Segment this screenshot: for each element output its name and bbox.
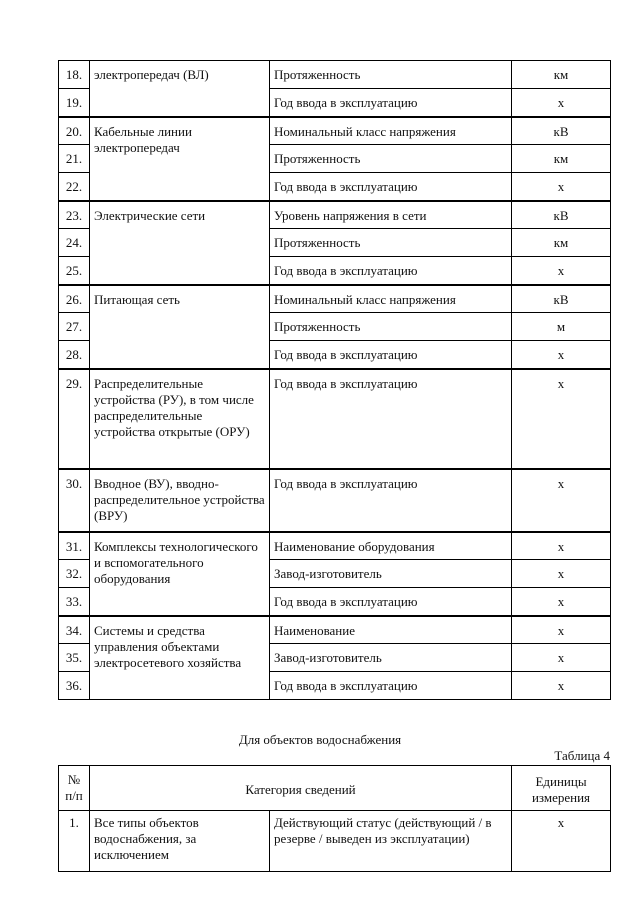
unit-cell: км — [512, 145, 611, 173]
unit-cell: х — [512, 341, 611, 369]
category-cell: Комплексы технологического и вспомогательного оборудования — [90, 532, 270, 616]
info-cell: Протяженность — [270, 61, 512, 89]
info-cell: Год ввода в эксплуатацию — [270, 672, 512, 700]
header-num: № п/п — [59, 766, 90, 811]
unit-cell: кВ — [512, 117, 611, 145]
row-number: 1. — [59, 811, 90, 872]
info-cell: Наименование оборудования — [270, 532, 512, 560]
info-cell: Год ввода в эксплуатацию — [270, 89, 512, 117]
row-number: 30. — [59, 469, 90, 532]
row-number: 25. — [59, 257, 90, 285]
info-cell: Год ввода в эксплуатацию — [270, 257, 512, 285]
table-3-continued — [58, 60, 611, 700]
unit-cell: х — [512, 532, 611, 560]
info-cell: Год ввода в эксплуатацию — [270, 469, 512, 532]
row-number: 20. — [59, 117, 90, 145]
unit-cell: х — [512, 173, 611, 201]
header-unit: Единицы измерения — [512, 766, 611, 811]
info-cell: Завод-изготовитель — [270, 644, 512, 672]
row-number: 26. — [59, 285, 90, 313]
row-number: 34. — [59, 616, 90, 644]
table-row — [59, 61, 611, 89]
row-number: 35. — [59, 644, 90, 672]
table-row — [59, 469, 611, 532]
table-row — [59, 369, 611, 469]
table-row — [59, 811, 611, 872]
info-cell: Протяженность — [270, 229, 512, 257]
category-cell: Электрические сети — [90, 201, 270, 285]
category-cell: Питающая сеть — [90, 285, 270, 369]
info-cell: Год ввода в эксплуатацию — [270, 341, 512, 369]
row-number: 22. — [59, 173, 90, 201]
row-number: 31. — [59, 532, 90, 560]
unit-cell: км — [512, 61, 611, 89]
unit-cell: км — [512, 229, 611, 257]
table-row — [59, 285, 611, 313]
info-cell: Номинальный класс напряжения — [270, 117, 512, 145]
unit-cell: х — [512, 616, 611, 644]
row-number: 29. — [59, 369, 90, 469]
info-cell: Год ввода в эксплуатацию — [270, 588, 512, 616]
info-cell: Наименование — [270, 616, 512, 644]
info-cell: Год ввода в эксплуатацию — [270, 369, 512, 469]
table-row — [59, 616, 611, 644]
category-cell: Распределительные устройства (РУ), в том числе распределительные устройства открытые (ОРУ) — [90, 369, 270, 469]
category-cell: Системы и средства управления объектами электросетевого хозяйства — [90, 616, 270, 700]
unit-cell: х — [512, 672, 611, 700]
unit-cell: х — [512, 560, 611, 588]
unit-cell: х — [512, 644, 611, 672]
unit-cell: х — [512, 369, 611, 469]
table-label: Таблица 4 — [554, 748, 610, 763]
row-number: 24. — [59, 229, 90, 257]
info-cell: Действующий статус (действующий / в резерве / выведен из эксплуатации) — [270, 811, 512, 872]
unit-cell: х — [512, 469, 611, 532]
category-cell: электропередач (ВЛ) — [90, 61, 270, 117]
info-cell: Уровень напряжения в сети — [270, 201, 512, 229]
row-number: 19. — [59, 89, 90, 117]
category-cell: Вводное (ВУ), вводно-распределительное устройства (ВРУ) — [90, 469, 270, 532]
unit-cell: кВ — [512, 285, 611, 313]
unit-cell: х — [512, 89, 611, 117]
table-row — [59, 117, 611, 145]
table-row — [59, 201, 611, 229]
unit-cell: х — [512, 257, 611, 285]
header-category: Категория сведений — [90, 766, 512, 811]
info-cell: Номинальный класс напряжения — [270, 285, 512, 313]
info-cell: Протяженность — [270, 145, 512, 173]
category-cell: Все типы объектов водоснабжения, за исключением — [90, 811, 270, 872]
unit-cell: м — [512, 313, 611, 341]
section-title: Для объектов водоснабжения — [238, 732, 402, 747]
unit-cell: х — [512, 811, 611, 872]
info-cell: Год ввода в эксплуатацию — [270, 173, 512, 201]
table-4 — [58, 765, 611, 872]
unit-cell: х — [512, 588, 611, 616]
row-number: 27. — [59, 313, 90, 341]
row-number: 33. — [59, 588, 90, 616]
table-row — [59, 532, 611, 560]
row-number: 21. — [59, 145, 90, 173]
info-cell: Протяженность — [270, 313, 512, 341]
row-number: 36. — [59, 672, 90, 700]
row-number: 32. — [59, 560, 90, 588]
row-number: 28. — [59, 341, 90, 369]
row-number: 18. — [59, 61, 90, 89]
info-cell: Завод-изготовитель — [270, 560, 512, 588]
row-number: 23. — [59, 201, 90, 229]
table-header-row — [59, 766, 611, 811]
unit-cell: кВ — [512, 201, 611, 229]
category-cell: Кабельные линии электропередач — [90, 117, 270, 201]
